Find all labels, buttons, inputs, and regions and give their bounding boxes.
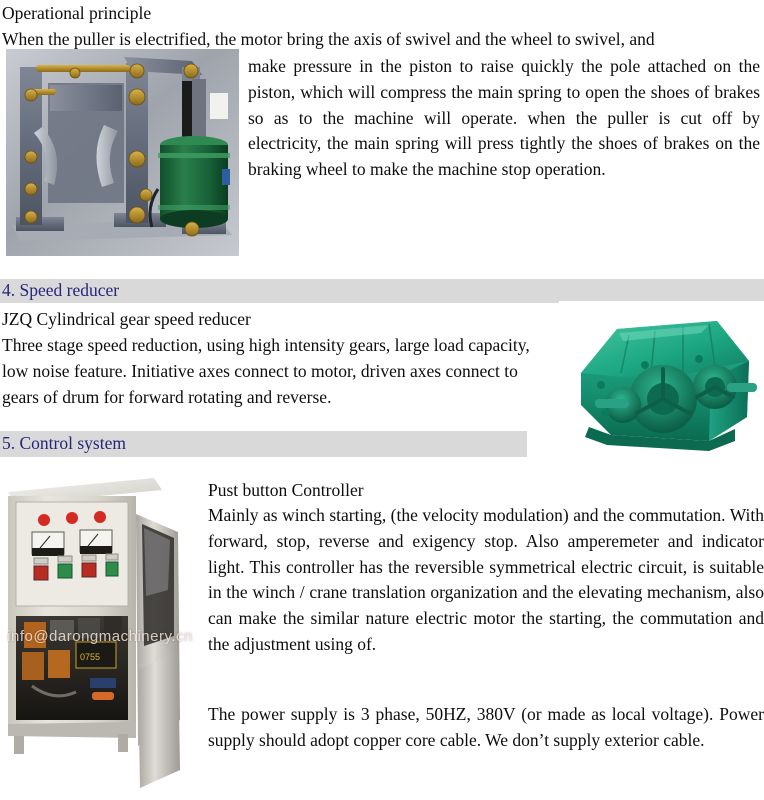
operational-principle-title: Operational principle [2,3,152,23]
speed-reducer-body: Three stage speed reduction, using high intensity gears, large load capacity, low noise feature. Initiative axes connect to motor, driven axes connect to gears of drum for forward rotating and reverse. [2,335,530,407]
section-heading-speed-reducer-label: 4. Speed reducer [2,280,120,301]
speed-reducer-subtitle: JZQ Cylindrical gear speed reducer [2,309,251,329]
control-system-power-supply-note: The power supply is 3 phase, 50HZ, 380V (or made as local voltage). Power supply should adopt copper core cable. We don’t supply exterior cable. [208,704,764,750]
image-watermark: info@darongmachinery.cn [7,628,193,645]
section-heading-control-system [0,431,527,457]
control-system-subtitle: Pust button Controller [208,480,364,500]
operational-principle-lead-line: When the puller is electrified, the motor bring the axis of swivel and the wheel to swivel, and [2,29,655,49]
svg-text:0755: 0755 [80,652,101,662]
speed-reducer-photo [559,301,764,455]
section-heading-control-system-label: 5. Control system [2,433,126,454]
control-system-body: Mainly as winch starting, (the velocity modulation) and the commutation. With forward, stop, reverse and exigency stop. Also amperemeter and indicator light. This controller has the reversible symmetrical electric circuit, is suitable in the winch / crane translation organization and the elevating mechanism, also can make the similar nature electric motor the starting, the commutation and the adjustment using of. [208,505,764,654]
control-cabinet-photo [2,470,198,800]
section-heading-speed-reducer [0,279,764,303]
brake-unit-photo [6,49,239,256]
operational-principle-body: make pressure in the piston to raise quickly the pole attached on the piston, which will compress the main spring to open the shoes of brakes so as to the machine will operate. when the puller is cut off by electricity, the main spring will press tightly the shoes of brakes on the braking wheel to make the machine stop operation. [248,56,760,180]
